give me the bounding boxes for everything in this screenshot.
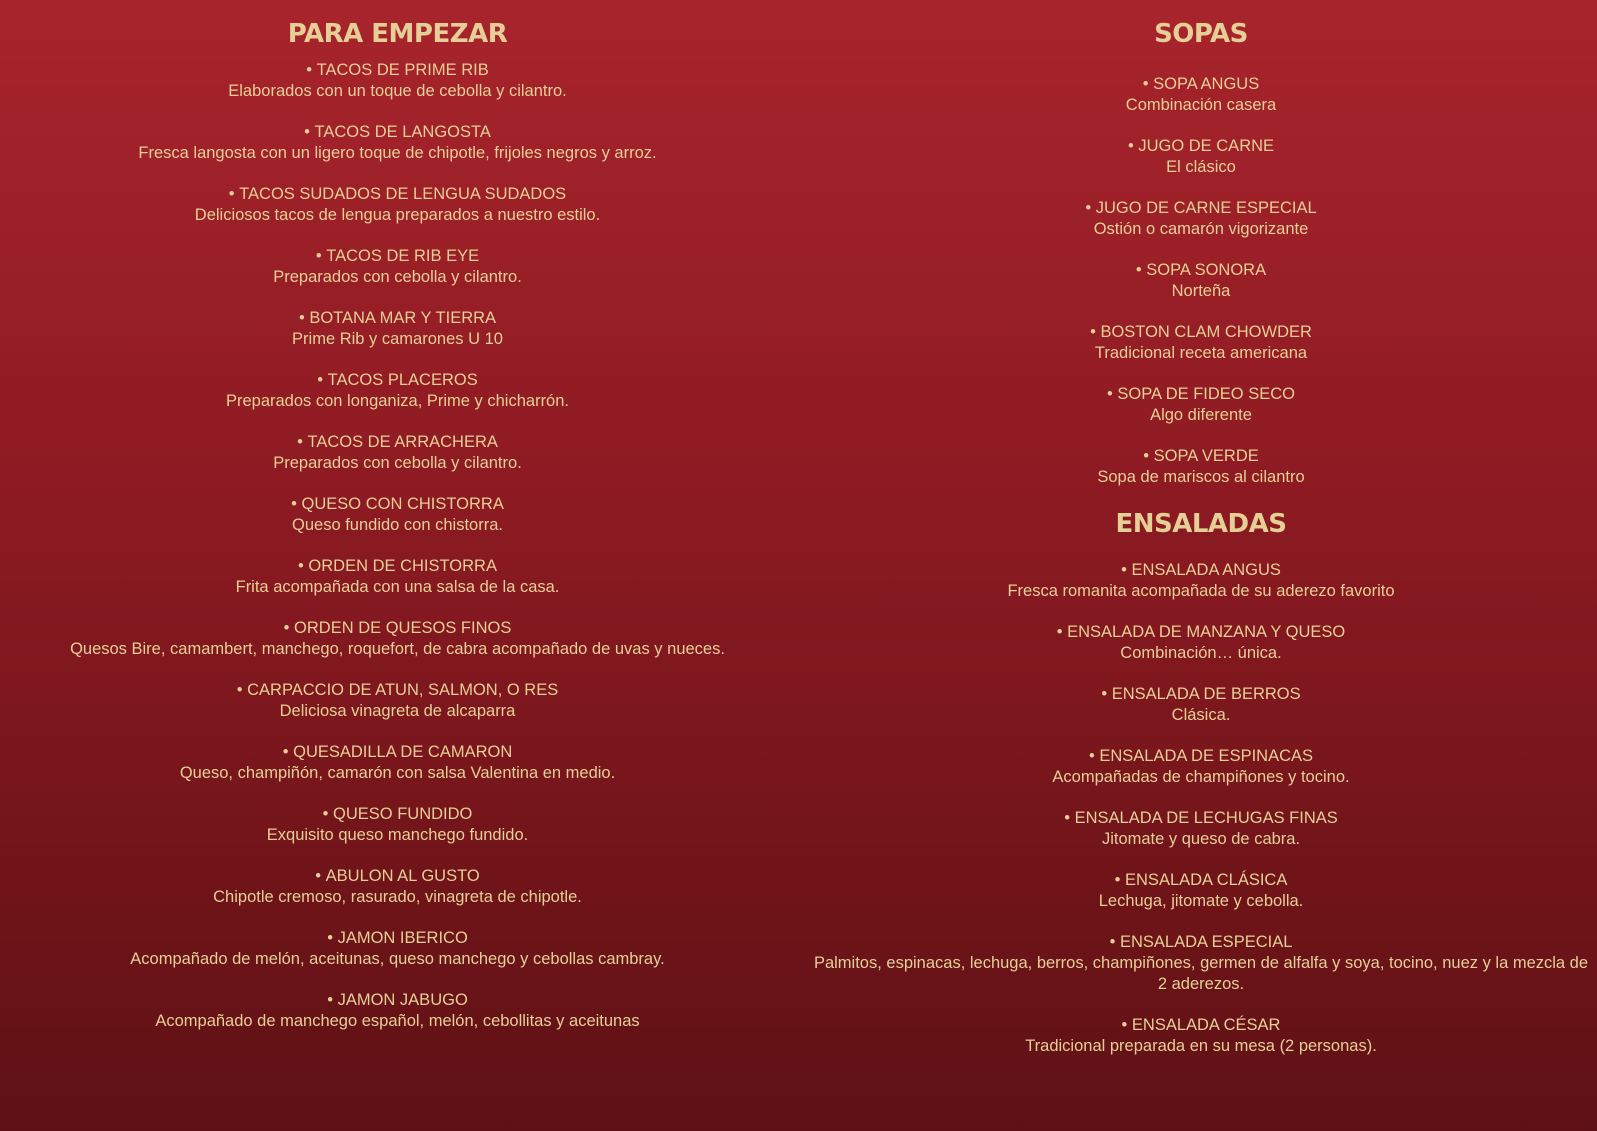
menu-item-description: Elaborados con un toque de cebolla y cilantro.	[228, 82, 567, 100]
left-column	[0, 0, 795, 1052]
menu-item-name: • ENSALADA ANGUS	[805, 560, 1597, 581]
menu-item-description: Preparados con cebolla y cilantro.	[273, 454, 522, 472]
menu-item-name: • SOPA DE FIDEO SECO	[805, 384, 1597, 405]
menu-item-name: • TACOS DE LANGOSTA	[0, 122, 795, 143]
menu-item	[805, 684, 1597, 726]
menu-item-name: • JUGO DE CARNE ESPECIAL	[805, 198, 1597, 219]
menu-item-description: Fresca romanita acompañada de su aderezo favorito	[1007, 582, 1395, 600]
menu-item-description: Exquisito queso manchego fundido.	[266, 826, 529, 844]
menu-item	[805, 932, 1597, 995]
menu-item	[805, 870, 1597, 912]
menu-item	[805, 198, 1597, 240]
menu-item	[805, 136, 1597, 178]
menu-item	[805, 260, 1597, 302]
menu-item	[805, 622, 1597, 664]
menu-item	[0, 308, 795, 350]
menu-item-name: • JAMON JABUGO	[0, 990, 795, 1011]
menu-item-name: • ENSALADA DE ESPINACAS	[805, 746, 1597, 767]
menu-item	[0, 370, 795, 412]
menu-item-name: • ORDEN DE CHISTORRA	[0, 556, 795, 577]
menu-item	[0, 494, 795, 536]
menu-item	[805, 74, 1597, 116]
menu-item-name: • SOPA ANGUS	[805, 74, 1597, 95]
menu-item	[0, 866, 795, 908]
menu-item-description: Deliciosa vinagreta de alcaparra	[279, 702, 516, 720]
menu-item-description: Frita acompañada con una salsa de la casa.	[235, 578, 560, 596]
menu-item-description: Combinación… única.	[1120, 644, 1282, 662]
menu-item-name: • TACOS DE PRIME RIB	[0, 60, 795, 81]
menu-item-description: El clásico	[1166, 158, 1236, 176]
menu-item	[0, 804, 795, 846]
menu-item-name: • CARPACCIO DE ATUN, SALMON, O RES	[0, 680, 795, 701]
menu-item	[0, 990, 795, 1032]
menu-item-name: • TACOS PLACEROS	[0, 370, 795, 391]
menu-item-name: • ENSALADA ESPECIAL	[805, 932, 1597, 953]
menu-item-name: • BOSTON CLAM CHOWDER	[805, 322, 1597, 343]
menu-item-description: Algo diferente	[1150, 406, 1252, 424]
menu-item	[805, 446, 1597, 488]
menu-item	[805, 384, 1597, 426]
menu-item-description: Jitomate y queso de cabra.	[1101, 830, 1301, 848]
menu-item-description: Deliciosos tacos de lengua preparados a nuestro estilo.	[194, 206, 601, 224]
menu-item	[0, 432, 795, 474]
menu-item-description: Tradicional preparada en su mesa (2 personas).	[1025, 1037, 1377, 1055]
right-column	[805, 0, 1597, 1077]
para-empezar-list	[0, 60, 795, 1032]
menu-item-description: Lechuga, jitomate y cebolla.	[1098, 892, 1304, 910]
menu-item	[805, 560, 1597, 602]
ensaladas-list	[805, 560, 1597, 1057]
menu-item-name: • SOPA VERDE	[805, 446, 1597, 467]
menu-item	[0, 246, 795, 288]
menu-item	[0, 60, 795, 102]
menu-item	[805, 808, 1597, 850]
menu-item-name: • QUESO CON CHISTORRA	[0, 494, 795, 515]
menu-item-description: Fresca langosta con un ligero toque de chipotle, frijoles negros y arroz.	[138, 144, 657, 162]
menu-item	[805, 746, 1597, 788]
menu-item	[0, 680, 795, 722]
menu-item-description: Acompañado de melón, aceitunas, queso manchego y cebollas cambray.	[130, 950, 665, 968]
menu-item	[0, 122, 795, 164]
menu-item-description: Preparados con cebolla y cilantro.	[273, 268, 522, 286]
menu-item-name: • TACOS DE ARRACHERA	[0, 432, 795, 453]
menu-item-description: Chipotle cremoso, rasurado, vinagreta de chipotle.	[213, 888, 582, 906]
menu-item-description: Prime Rib y camarones U 10	[292, 330, 503, 348]
menu-item	[805, 1015, 1597, 1057]
menu-item-name: • BOTANA MAR Y TIERRA	[0, 308, 795, 329]
section-title-sopas: SOPAS	[1154, 19, 1248, 49]
menu-item-name: • ENSALADA CLÁSICA	[805, 870, 1597, 891]
sopas-list	[805, 74, 1597, 488]
menu-item	[0, 742, 795, 784]
menu-item-name: • QUESO FUNDIDO	[0, 804, 795, 825]
menu-item-description: Queso, champiñón, camarón con salsa Valentina en medio.	[179, 764, 616, 782]
menu-item-name: • ENSALADA DE MANZANA Y QUESO	[805, 622, 1597, 643]
menu-item-name: • ENSALADA CÉSAR	[805, 1015, 1597, 1036]
menu-item-name: • TACOS DE RIB EYE	[0, 246, 795, 267]
section-title-para-empezar: PARA EMPEZAR	[287, 19, 508, 49]
menu-item-name: • ORDEN DE QUESOS FINOS	[0, 618, 795, 639]
menu-item-description: Palmitos, espinacas, lechuga, berros, champiñones, germen de alfalfa y soya, tocino, nuez y la mezcla de 2 aderezos.	[813, 954, 1589, 993]
menu-item-description: Tradicional receta americana	[1094, 344, 1308, 362]
menu-item-description: Acompañadas de champiñones y tocino.	[1052, 768, 1350, 786]
menu-item-description: Preparados con longaniza, Prime y chicharrón.	[225, 392, 569, 410]
menu-item-description: Acompañado de manchego español, melón, cebollitas y aceitunas	[155, 1012, 640, 1030]
menu-item-name: • ABULON AL GUSTO	[0, 866, 795, 887]
menu-item-name: • TACOS SUDADOS DE LENGUA SUDADOS	[0, 184, 795, 205]
menu-item-name: • JUGO DE CARNE	[805, 136, 1597, 157]
menu-item-description: Quesos Bire, camambert, manchego, roquefort, de cabra acompañado de uvas y nueces.	[70, 640, 725, 658]
menu-item-description: Combinación casera	[1125, 96, 1277, 114]
menu-item-name: • ENSALADA DE BERROS	[805, 684, 1597, 705]
menu-item-name: • ENSALADA DE LECHUGAS FINAS	[805, 808, 1597, 829]
menu-item	[0, 556, 795, 598]
section-title-ensaladas: ENSALADAS	[1115, 509, 1287, 539]
menu-item	[0, 618, 795, 660]
menu-item-description: Ostión o camarón vigorizante	[1093, 220, 1309, 238]
menu-item-name: • SOPA SONORA	[805, 260, 1597, 281]
menu-item	[0, 928, 795, 970]
menu-item-description: Queso fundido con chistorra.	[292, 516, 503, 534]
menu-item-description: Clásica.	[1171, 706, 1231, 724]
menu-item-name: • QUESADILLA DE CAMARON	[0, 742, 795, 763]
menu-item-description: Sopa de mariscos al cilantro	[1097, 468, 1305, 486]
menu-item	[805, 322, 1597, 364]
menu-item-description: Norteña	[1171, 282, 1231, 300]
menu-item-name: • JAMON IBERICO	[0, 928, 795, 949]
menu-item	[0, 184, 795, 226]
